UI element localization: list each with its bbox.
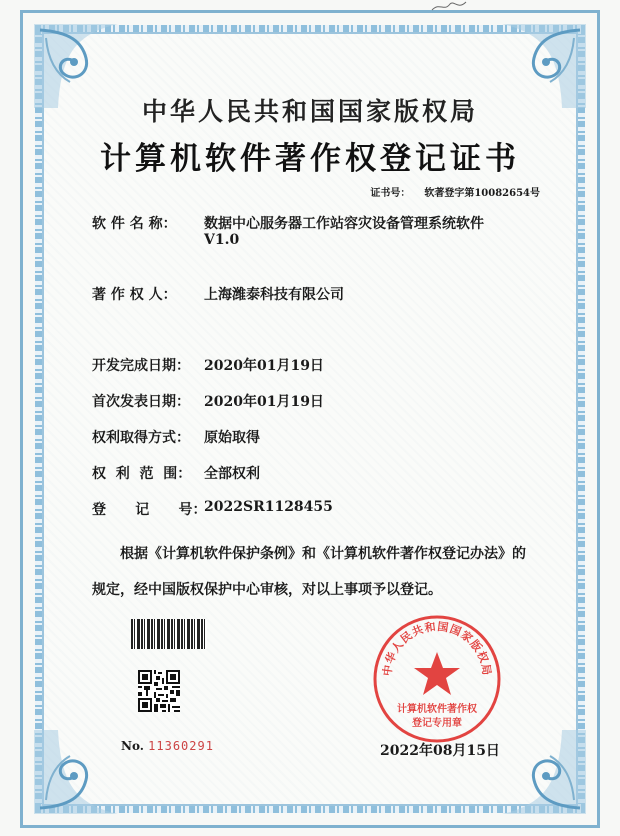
seal-arc-text: 中华人民共和国国家版权局 <box>380 620 494 677</box>
issue-date: 2022年08月15日 <box>380 743 500 759</box>
serial-label: No. <box>121 739 144 753</box>
field-copyright-owner <box>92 284 344 304</box>
seal-star-icon <box>414 652 460 695</box>
certificate-number-label: 证书号： <box>370 188 411 199</box>
serial-value: 11360291 <box>148 739 214 753</box>
seal-center-text-1: 计算机软件著作权 <box>397 704 477 715</box>
field-acquisition-method <box>92 427 260 447</box>
field-label: 软 件 名 称： <box>92 216 177 232</box>
field-label: 首次发表日期： <box>92 394 190 410</box>
statement-line-1: 根据《计算机软件保护条例》和《计算机软件著作权登记办法》的 <box>120 546 526 562</box>
seal-center-text-2: 登记专用章 <box>412 718 462 729</box>
certificate-number-value: 软著登字第10082654号 <box>424 188 540 199</box>
corner-ornament-icon <box>498 726 590 818</box>
barcode-icon <box>131 619 207 649</box>
corner-ornament-icon <box>30 726 122 818</box>
field-value: 原始取得 <box>204 430 260 446</box>
field-label: 权利取得方式： <box>92 430 190 446</box>
qr-code-icon <box>138 670 180 712</box>
issuer-heading: 中华人民共和国国家版权局 <box>141 97 478 126</box>
field-label: 登 记 号： <box>92 502 207 518</box>
field-publication-date <box>92 391 324 411</box>
field-label: 开发完成日期： <box>92 358 190 374</box>
certificate-number <box>370 184 540 199</box>
field-label: 权 利 范 围： <box>92 466 192 482</box>
field-software-version: V1.0 <box>204 232 240 248</box>
field-label: 著 作 权 人： <box>92 287 177 303</box>
field-value: 2020年01月19日 <box>204 358 324 374</box>
field-software-name <box>92 213 484 233</box>
field-value: 全部权利 <box>204 466 260 482</box>
field-completion-date <box>92 355 324 375</box>
serial-number <box>121 739 214 753</box>
signature-mark-icon <box>430 0 470 12</box>
field-value: 2022SR1128455 <box>204 499 333 515</box>
field-registration-number <box>92 499 333 519</box>
field-value: 上海潍泰科技有限公司 <box>204 287 344 303</box>
official-seal <box>370 612 504 746</box>
statement-line-2: 规定，经中国版权保护中心审核，对以上事项予以登记。 <box>92 582 442 598</box>
field-value: 2020年01月19日 <box>204 394 324 410</box>
field-scope <box>92 463 260 483</box>
field-value: 数据中心服务器工作站容灾设备管理系统软件 <box>204 216 484 232</box>
certificate-title: 计算机软件著作权登记证书 <box>100 141 520 177</box>
